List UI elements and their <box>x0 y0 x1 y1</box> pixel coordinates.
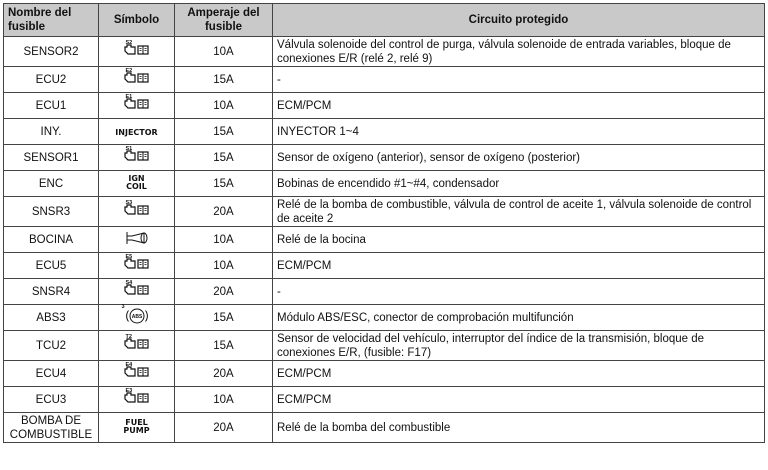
circuit-cell: Bobinas de encendido #1~#4, condensador <box>273 171 765 197</box>
horn-icon <box>124 230 150 246</box>
fuse-name-cell: BOMBA DE COMBUSTIBLE <box>4 413 99 443</box>
header-fuse-name: Nombre del fusible <box>4 4 99 37</box>
symbol-text: INJECTOR <box>115 127 158 137</box>
amperage-cell: 15A <box>175 171 273 197</box>
symbol-cell <box>99 331 175 361</box>
symbol-subscript: E4 <box>125 362 133 368</box>
symbol-cell <box>99 361 175 387</box>
symbol-cell <box>99 197 175 227</box>
symbol-subscript: 3 <box>121 303 125 310</box>
circuit-cell: Módulo ABS/ESC, conector de comprobación multifunción <box>273 305 765 331</box>
circuit-cell: ECM/PCM <box>273 387 765 413</box>
fuse-name-cell: ECU1 <box>4 93 99 119</box>
svg-text:ABS: ABS <box>131 313 142 320</box>
symbol-cell <box>99 227 175 253</box>
amperage-cell: 15A <box>175 67 273 93</box>
circuit-cell: INYECTOR 1~4 <box>273 119 765 145</box>
amperage-cell: 10A <box>175 227 273 253</box>
table-row <box>4 331 765 361</box>
table-row <box>4 361 765 387</box>
fuse-name-cell: TCU2 <box>4 331 99 361</box>
table-row <box>4 253 765 279</box>
fuse-name-cell: ABS3 <box>4 305 99 331</box>
symbol-cell <box>99 37 175 67</box>
table-row <box>4 413 765 443</box>
circuit-cell: Sensor de oxígeno (anterior), sensor de oxígeno (posterior) <box>273 145 765 171</box>
symbol-subscript: S4 <box>125 280 133 286</box>
amperage-cell: 20A <box>175 361 273 387</box>
symbol-cell <box>99 93 175 119</box>
amperage-cell: 10A <box>175 253 273 279</box>
amperage-cell: 20A <box>175 197 273 227</box>
header-amperage: Amperaje del fusible <box>175 4 273 37</box>
fuse-name-cell: ECU3 <box>4 387 99 413</box>
circuit-cell: - <box>273 279 765 305</box>
table-row <box>4 119 765 145</box>
abs-icon <box>126 307 148 325</box>
circuit-cell: - <box>273 67 765 93</box>
table-row <box>4 93 765 119</box>
symbol-subscript: S1 <box>125 146 133 152</box>
fuse-name-cell: SNSR4 <box>4 279 99 305</box>
table-row <box>4 279 765 305</box>
circuit-cell: Sensor de velocidad del vehículo, interruptor del índice de la transmisión, bloque de conexiones E/R, (fusible: F17) <box>273 331 765 361</box>
amperage-cell: 10A <box>175 93 273 119</box>
table-row <box>4 197 765 227</box>
circuit-cell: Válvula solenoide del control de purga, válvula solenoide de entrada variables, bloque de conexiones E/R (relé 2, relé 9) <box>273 37 765 67</box>
header-circuit: Circuito protegido <box>273 4 765 37</box>
amperage-cell: 15A <box>175 145 273 171</box>
table-header-row <box>4 4 765 37</box>
table-row <box>4 227 765 253</box>
table-row <box>4 145 765 171</box>
header-symbol: Símbolo <box>99 4 175 37</box>
amperage-cell: 20A <box>175 413 273 443</box>
symbol-cell <box>99 253 175 279</box>
symbol-cell <box>99 67 175 93</box>
amperage-cell: 10A <box>175 387 273 413</box>
fuse-table <box>3 3 765 443</box>
table-row <box>4 67 765 93</box>
symbol-subscript: S2 <box>125 40 133 46</box>
fuse-name-cell: SNSR3 <box>4 197 99 227</box>
symbol-text: IGN COIL <box>126 173 147 191</box>
symbol-subscript: E1 <box>125 94 133 100</box>
symbol-subscript: T2 <box>125 334 132 340</box>
fuse-name-cell: ECU2 <box>4 67 99 93</box>
symbol-cell <box>99 305 175 331</box>
circuit-cell: ECM/PCM <box>273 361 765 387</box>
symbol-cell <box>99 279 175 305</box>
table-row <box>4 171 765 197</box>
symbol-cell <box>99 119 175 145</box>
table-row <box>4 37 765 67</box>
symbol-text: FUEL PUMP <box>123 417 150 435</box>
amperage-cell: 20A <box>175 279 273 305</box>
symbol-subscript: E3 <box>125 388 133 394</box>
symbol-subscript: E5 <box>125 254 133 260</box>
symbol-cell <box>99 387 175 413</box>
symbol-cell <box>99 413 175 443</box>
symbol-cell <box>99 171 175 197</box>
circuit-cell: Relé de la bomba de combustible, válvula de control de aceite 1, válvula solenoide de control de aceite 2 <box>273 197 765 227</box>
fuse-name-cell: ECU4 <box>4 361 99 387</box>
circuit-cell: ECM/PCM <box>273 253 765 279</box>
table-body <box>4 37 765 443</box>
fuse-name-cell: SENSOR1 <box>4 145 99 171</box>
fuse-name-cell: INY. <box>4 119 99 145</box>
amperage-cell: 10A <box>175 37 273 67</box>
circuit-cell: ECM/PCM <box>273 93 765 119</box>
symbol-subscript: S3 <box>125 200 133 206</box>
fuse-name-cell: SENSOR2 <box>4 37 99 67</box>
table-row <box>4 387 765 413</box>
amperage-cell: 15A <box>175 305 273 331</box>
fuse-name-cell: ECU5 <box>4 253 99 279</box>
symbol-subscript: E2 <box>125 68 133 74</box>
circuit-cell: Relé de la bocina <box>273 227 765 253</box>
circuit-cell: Relé de la bomba del combustible <box>273 413 765 443</box>
amperage-cell: 15A <box>175 331 273 361</box>
fuse-name-cell: ENC <box>4 171 99 197</box>
amperage-cell: 15A <box>175 119 273 145</box>
table-row <box>4 305 765 331</box>
fuse-name-cell: BOCINA <box>4 227 99 253</box>
symbol-cell <box>99 145 175 171</box>
